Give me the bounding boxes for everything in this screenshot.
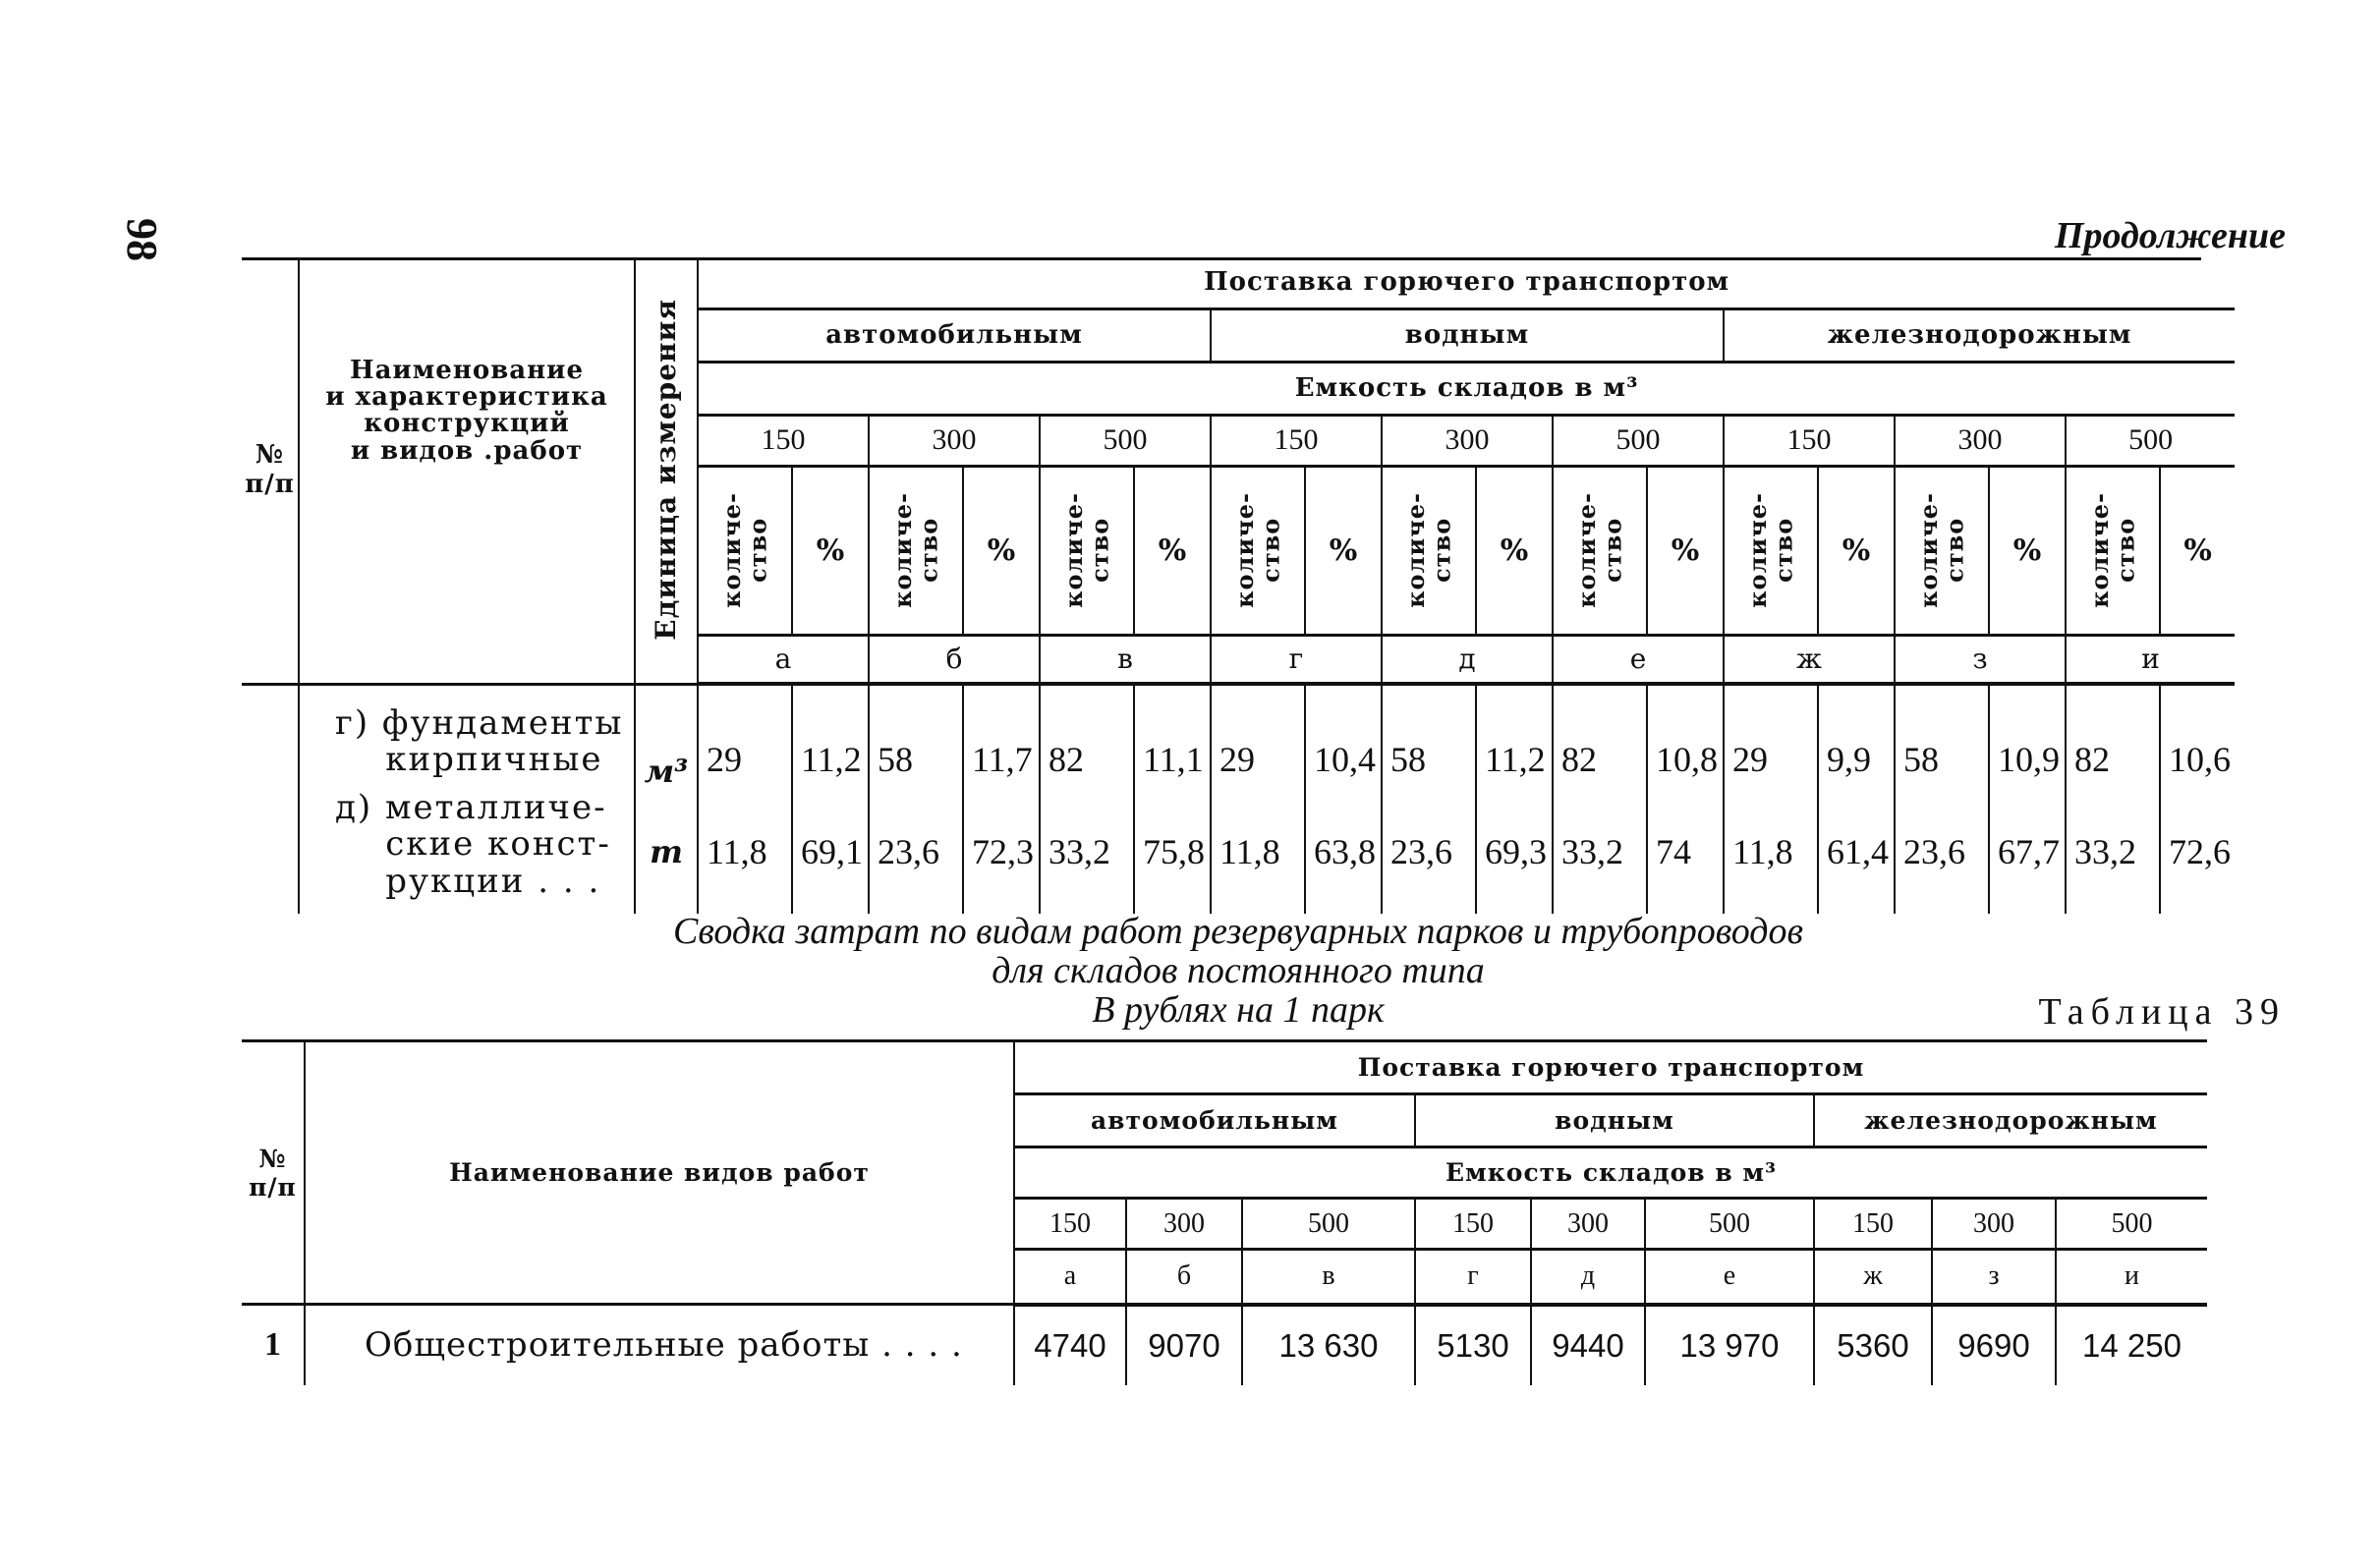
t1-row-0-cell-4: 82 [1040,684,1134,790]
t1-letter-3: г [1211,635,1382,684]
t1-row-1-cell-2: 23,6 [869,790,963,914]
t1-row-0-cell-11: 10,8 [1647,684,1724,790]
t1-capacity-0: 150 [698,415,869,466]
t2-capacity-1: 300 [1126,1199,1242,1250]
t1-pct-header-3: % [1305,466,1382,635]
t2-capacity-6: 150 [1814,1199,1932,1250]
t2-mode-rail: железнодорожным [1814,1094,2207,1147]
t2-capacity-7: 300 [1932,1199,2056,1250]
t1-pct-header-5: % [1647,466,1724,635]
t2-col-header-number: № п/п [242,1041,305,1305]
t1-qty-header-8 [2066,466,2160,635]
t1-row-1-name: д) металличе- ские конст- рукции . . . [299,790,635,914]
t1-qty-label-2: количе- ство [1058,492,1113,608]
t1-qty-label-4: количе- ство [1400,492,1455,608]
t1-row-1-cell-5: 75,8 [1134,790,1211,914]
t2-capacity-0: 150 [1014,1199,1126,1250]
t1-row-1-cell-15: 67,7 [1989,790,2066,914]
t2-letter-2: в [1242,1250,1415,1305]
t2-letter-3: г [1415,1250,1531,1305]
supply-header: Поставка горючего транспортом [698,257,2235,308]
t1-capacity-4: 300 [1382,415,1553,466]
mode-auto: автомобильным [698,308,1211,362]
t1-row-0-cell-17: 10,6 [2160,684,2235,790]
t1-row-0-cell-8: 58 [1382,684,1476,790]
t1-row-1-cell-7: 63,8 [1305,790,1382,914]
t1-letter-7: з [1895,635,2066,684]
t1-row-1-cell-8: 23,6 [1382,790,1476,914]
t1-row-0-cell-13: 9,9 [1818,684,1895,790]
t1-letter-1: б [869,635,1040,684]
t2-row-cell-3: 5130 [1415,1305,1531,1385]
t1-pct-header-2: % [1134,466,1211,635]
t1-capacity-7: 300 [1895,415,2066,466]
t1-pct-header-6: % [1818,466,1895,635]
col-header-name: Наименование и характеристика конструкций и видов .работ [299,257,635,684]
t1-pct-header-1: % [963,466,1040,635]
t1-qty-label-7: количе- ство [1913,492,1968,608]
t1-row-1-cell-16: 33,2 [2066,790,2160,914]
capacity-header: Емкость складов в м³ [698,362,2235,415]
t1-row-0-cell-14: 58 [1895,684,1989,790]
t1-row-1-cell-12: 11,8 [1724,790,1818,914]
t1-row-0-cell-2: 58 [869,684,963,790]
col-header-unit [635,257,698,684]
t1-row-0-cell-6: 29 [1211,684,1305,790]
unit-header-text: Единица измерения [649,299,682,642]
t2-row-name: Общестроительные работы . . . . [305,1305,1014,1385]
t1-qty-label-5: количе- ство [1571,492,1626,608]
t1-qty-header-4 [1382,466,1476,635]
t1-row-0-cell-1: 11,2 [792,684,869,790]
t2-row-cell-4: 9440 [1531,1305,1645,1385]
t1-letter-6: ж [1724,635,1895,684]
t2-letter-5: е [1645,1250,1814,1305]
t1-row-1-cell-6: 11,8 [1211,790,1305,914]
t2-row-cell-5: 13 970 [1645,1305,1814,1385]
mode-water: водным [1211,308,1724,362]
table-tank-farm-structures [242,257,2235,914]
table-39-costs [242,1039,2207,1385]
caption-line1: Сводка затрат по видам работ резервуарных парков и трубопроводов [673,911,1803,952]
t1-row-1-cell-10: 33,2 [1553,790,1647,914]
t2-supply-header: Поставка горючего транспортом [1014,1041,2207,1094]
t1-qty-header-2 [1040,466,1134,635]
t2-row-cell-0: 4740 [1014,1305,1126,1385]
t2-letter-0: а [1014,1250,1126,1305]
t2-capacity-header: Емкость складов в м³ [1014,1147,2207,1199]
t2-capacity-3: 150 [1415,1199,1531,1250]
continuation-label: Продолжение [2054,215,2286,256]
page-number: 98 [118,218,166,261]
mode-rail: железнодорожным [1724,308,2235,362]
t1-capacity-6: 150 [1724,415,1895,466]
t1-row-0-cell-3: 11,7 [963,684,1040,790]
t1-row-0-cell-7: 10,4 [1305,684,1382,790]
t1-row-0-cell-16: 82 [2066,684,2160,790]
t2-letter-8: и [2056,1250,2207,1305]
t2-row-cell-8: 14 250 [2056,1305,2207,1385]
caption-line3: В рублях на 1 парк [1092,989,1385,1031]
t1-row-0-cell-12: 29 [1724,684,1818,790]
t2-letter-1: б [1126,1250,1242,1305]
t1-qty-label-3: количе- ство [1229,492,1284,608]
t2-mode-auto: автомобильным [1014,1094,1415,1147]
t2-letter-4: д [1531,1250,1645,1305]
t2-letter-7: з [1932,1250,2056,1305]
t1-row-1-number [242,790,299,914]
t1-qty-header-5 [1553,466,1647,635]
t1-qty-header-0 [698,466,792,635]
t2-row-number: 1 [264,1326,281,1364]
t1-pct-header-0: % [792,466,869,635]
t1-row-1-cell-9: 69,3 [1476,790,1553,914]
caption-line2: для складов постоянного типа [992,950,1485,991]
t1-letter-0: а [698,635,869,684]
t1-letter-2: в [1040,635,1211,684]
t1-qty-label-0: количе- ство [716,492,771,608]
t1-pct-header-8: % [2160,466,2235,635]
t1-row-0-cell-10: 82 [1553,684,1647,790]
t1-qty-header-7 [1895,466,1989,635]
t1-row-1-cell-17: 72,6 [2160,790,2235,914]
t1-qty-label-6: количе- ство [1742,492,1797,608]
t2-row-cell-7: 9690 [1932,1305,2056,1385]
t1-capacity-2: 500 [1040,415,1211,466]
col-header-number: № п/п [242,257,299,684]
t1-letter-4: д [1382,635,1553,684]
t1-capacity-3: 150 [1211,415,1382,466]
t1-row-0-cell-5: 11,1 [1134,684,1211,790]
t1-row-1-unit: т [635,790,698,914]
t1-row-1-cell-3: 72,3 [963,790,1040,914]
t1-qty-label-8: количе- ство [2084,492,2139,608]
t2-capacity-2: 500 [1242,1199,1415,1250]
table-number: Таблица 39 [2038,991,2286,1033]
t1-qty-header-1 [869,466,963,635]
t1-pct-header-7: % [1989,466,2066,635]
t1-qty-header-3 [1211,466,1305,635]
t1-qty-header-6 [1724,466,1818,635]
t1-row-1-cell-4: 33,2 [1040,790,1134,914]
t1-letter-8: и [2066,635,2235,684]
t2-letter-6: ж [1814,1250,1932,1305]
t2-row-cell-6: 5360 [1814,1305,1932,1385]
t1-row-0-cell-15: 10,9 [1989,684,2066,790]
t1-row-0-number [242,684,299,790]
t1-row-1-cell-14: 23,6 [1895,790,1989,914]
t1-letter-5: е [1553,635,1724,684]
t2-capacity-5: 500 [1645,1199,1814,1250]
t1-qty-label-1: количе- ство [887,492,942,608]
t1-row-0-cell-9: 11,2 [1476,684,1553,790]
t1-row-1-cell-1: 69,1 [792,790,869,914]
t1-row-0-cell-0: 29 [698,684,792,790]
t2-col-header-name: Наименование видов работ [305,1041,1014,1305]
t1-row-1-cell-11: 74 [1647,790,1724,914]
t2-mode-water: водным [1415,1094,1814,1147]
t1-row-1-cell-13: 61,4 [1818,790,1895,914]
t2-capacity-8: 500 [2056,1199,2207,1250]
t2-row-cell-1: 9070 [1126,1305,1242,1385]
t1-capacity-8: 500 [2066,415,2235,466]
t1-row-0-unit: м³ [635,684,698,790]
t1-row-0-name: г) фундаменты кирпичные [299,684,635,790]
t1-capacity-1: 300 [869,415,1040,466]
t1-capacity-5: 500 [1553,415,1724,466]
t2-capacity-4: 300 [1531,1199,1645,1250]
t1-pct-header-4: % [1476,466,1553,635]
t2-row-cell-2: 13 630 [1242,1305,1415,1385]
t1-row-1-cell-0: 11,8 [698,790,792,914]
